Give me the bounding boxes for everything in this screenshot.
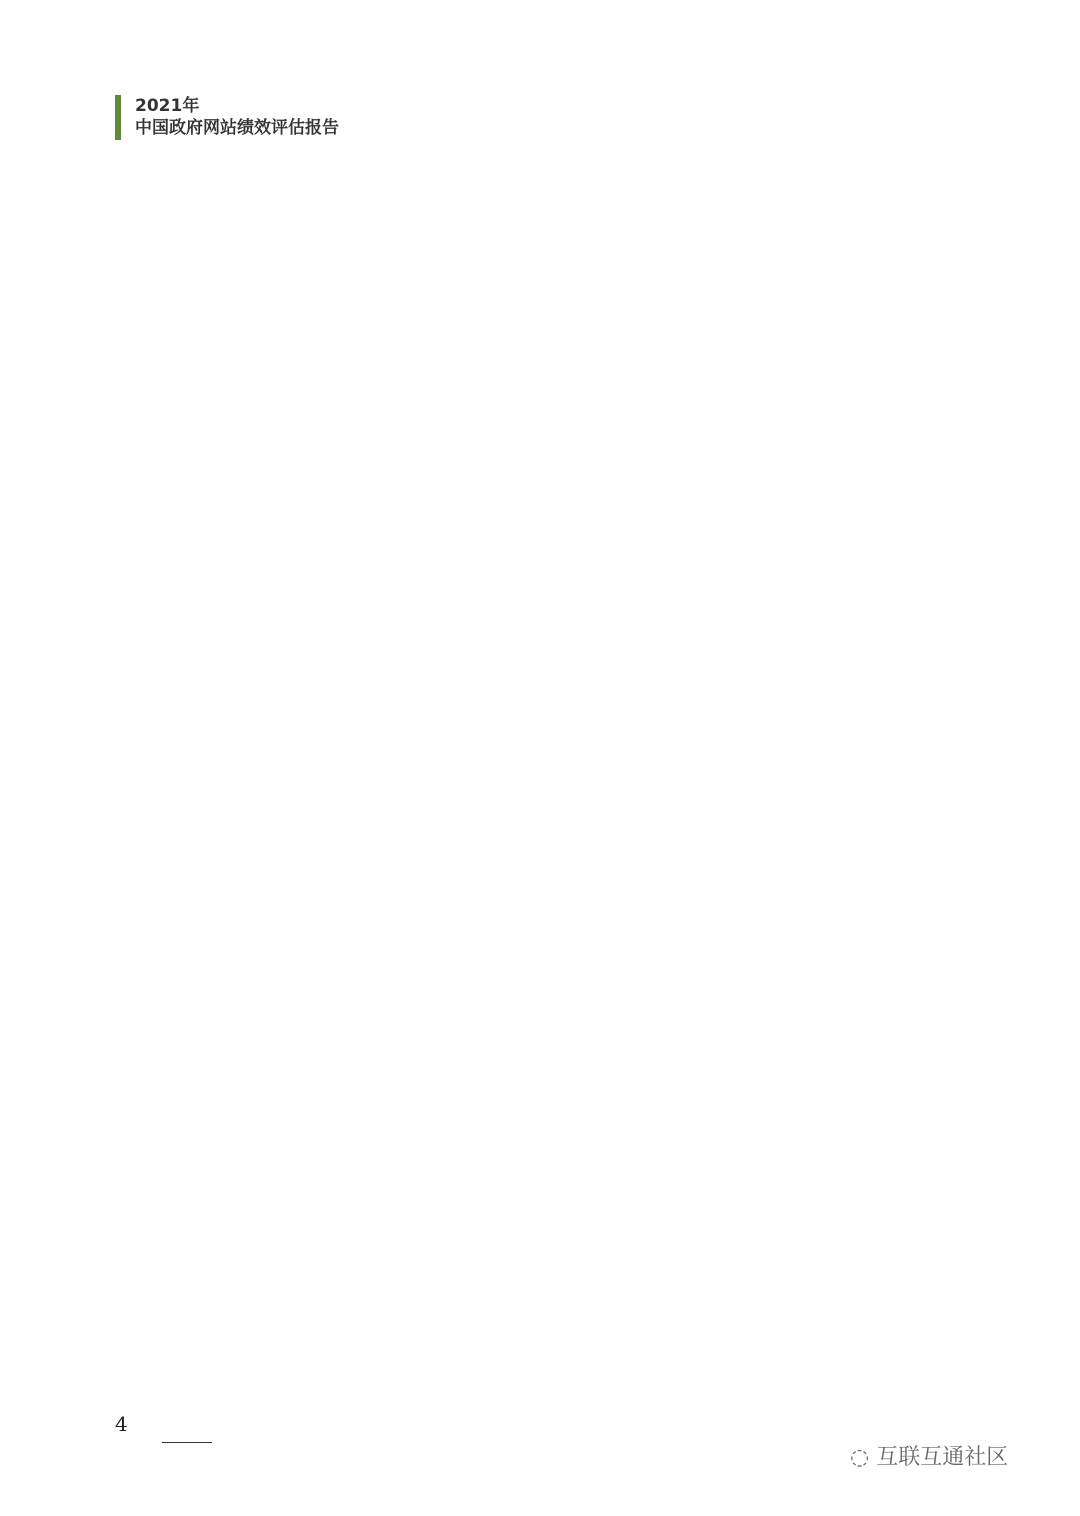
- header-year: 2021年: [135, 96, 200, 116]
- page-header: [115, 95, 339, 139]
- wechat-icon: ◌: [850, 1445, 877, 1470]
- header-accent-bar: [115, 95, 121, 140]
- page-number: 4: [115, 1412, 128, 1436]
- watermark-text: 互联互通社区: [876, 1445, 1009, 1470]
- watermark: [850, 1440, 1008, 1471]
- footer-rule: [162, 1442, 212, 1443]
- header-title: 中国政府网站绩效评估报告: [135, 118, 339, 138]
- page-footer: [115, 1412, 212, 1436]
